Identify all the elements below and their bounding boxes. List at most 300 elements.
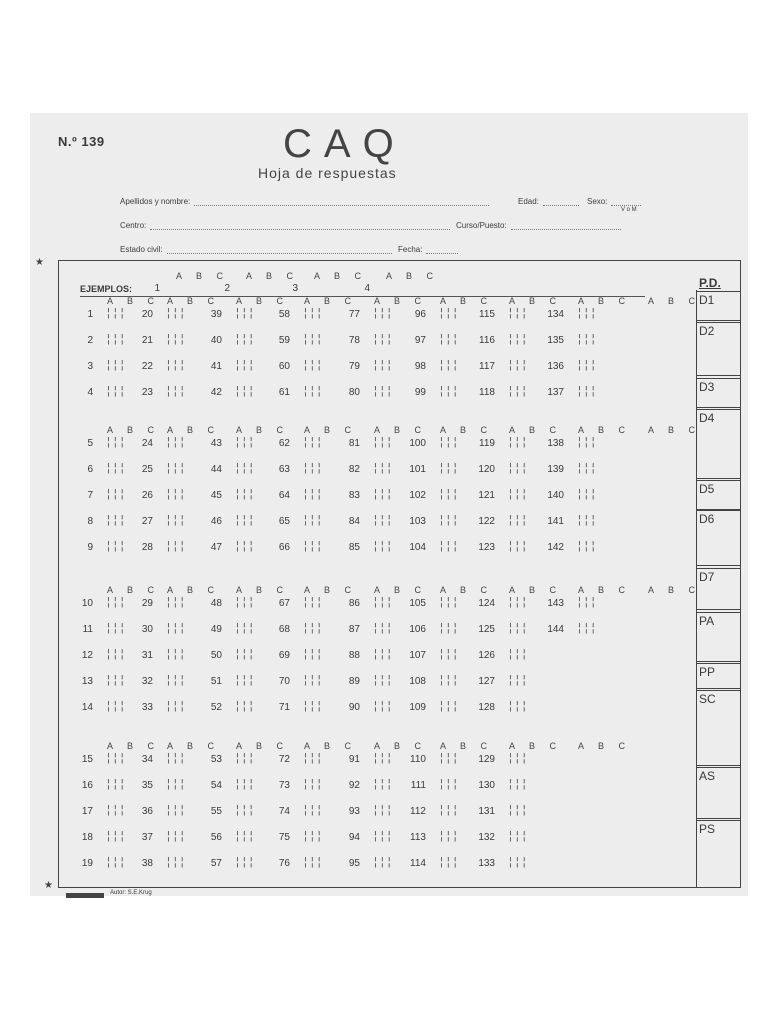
question-number: 64	[278, 490, 290, 501]
question-number: 24	[141, 438, 153, 449]
question-number: 130	[478, 780, 495, 791]
answer-bubbles[interactable]: ¦¦¦	[167, 622, 188, 634]
question-number: 95	[348, 858, 360, 869]
answer-bubbles[interactable]: ¦¦¦	[107, 540, 128, 552]
question-number: 73	[278, 780, 290, 791]
option-letters: A B C	[578, 585, 632, 595]
question-number: 137	[547, 387, 564, 398]
question-number: 90	[348, 702, 360, 713]
answer-bubbles[interactable]: ¦¦¦	[578, 307, 599, 319]
question-number: 79	[348, 361, 360, 372]
answer-bubbles[interactable]: ¦¦¦	[374, 622, 395, 634]
answer-bubbles[interactable]: ¦¦¦	[167, 752, 188, 764]
answer-bubbles[interactable]: ¦¦¦	[107, 830, 128, 842]
pd-cell-d7[interactable]: D7	[696, 568, 740, 610]
answer-bubbles[interactable]: ¦¦¦	[304, 436, 325, 448]
answer-bubbles[interactable]: ¦¦¦	[440, 540, 461, 552]
answer-bubbles[interactable]: ¦¦¦	[374, 830, 395, 842]
answer-bubbles[interactable]: ¦¦¦	[578, 385, 599, 397]
answer-bubbles[interactable]: ¦¦¦	[304, 648, 325, 660]
pd-cell-pa[interactable]: PA	[696, 612, 740, 662]
answer-bubbles[interactable]: ¦¦¦	[167, 307, 188, 319]
answer-bubbles[interactable]: ¦¦¦	[236, 596, 257, 608]
sex-label: Sexo:	[587, 197, 608, 206]
option-letters: A B C	[236, 425, 290, 435]
question-number: 70	[278, 676, 290, 687]
example-option-letters: A B C	[314, 271, 368, 281]
date-line	[426, 247, 458, 254]
question-number: 108	[409, 676, 426, 687]
answer-bubbles[interactable]: ¦¦¦	[509, 385, 530, 397]
answer-bubbles[interactable]: ¦¦¦	[509, 307, 530, 319]
question-number: 97	[414, 335, 426, 346]
answer-bubbles[interactable]: ¦¦¦	[578, 436, 599, 448]
answer-bubbles[interactable]: ¦¦¦	[578, 359, 599, 371]
answer-bubbles[interactable]: ¦¦¦	[374, 778, 395, 790]
answer-bubbles[interactable]: ¦¦¦	[509, 856, 530, 868]
answer-bubbles[interactable]: ¦¦¦	[304, 596, 325, 608]
question-number: 57	[210, 858, 222, 869]
center-line	[150, 223, 450, 230]
answer-bubbles[interactable]: ¦¦¦	[167, 648, 188, 660]
pd-cell-d5[interactable]: D5	[696, 480, 740, 510]
option-letters: A B C	[374, 585, 428, 595]
answer-bubbles[interactable]: ¦¦¦	[374, 333, 395, 345]
question-number: 47	[210, 542, 222, 553]
question-number: 83	[348, 490, 360, 501]
question-number: 141	[547, 516, 564, 527]
question-number: 65	[278, 516, 290, 527]
option-letters: A B C	[304, 296, 358, 306]
question-number: 26	[141, 490, 153, 501]
answer-bubbles[interactable]: ¦¦¦	[374, 307, 395, 319]
question-number: 134	[547, 309, 564, 320]
question-number: 58	[278, 309, 290, 320]
question-number: 8	[87, 516, 93, 527]
question-number: 80	[348, 387, 360, 398]
date-field[interactable]	[398, 245, 458, 254]
question-number: 39	[210, 309, 222, 320]
sheet-subtitle: Hoja de respuestas	[258, 165, 397, 181]
question-number: 49	[210, 624, 222, 635]
answer-bubbles[interactable]: ¦¦¦	[304, 333, 325, 345]
question-number: 54	[210, 780, 222, 791]
answer-bubbles[interactable]: ¦¦¦	[107, 333, 128, 345]
question-number: 91	[348, 754, 360, 765]
answer-bubbles[interactable]: ¦¦¦	[440, 385, 461, 397]
answer-bubbles[interactable]: ¦¦¦	[304, 540, 325, 552]
answer-bubbles[interactable]: ¦¦¦	[374, 488, 395, 500]
answer-bubbles[interactable]: ¦¦¦	[374, 462, 395, 474]
answer-bubbles[interactable]: ¦¦¦	[236, 462, 257, 474]
course-field[interactable]	[456, 221, 621, 230]
answer-bubbles[interactable]: ¦¦¦	[107, 436, 128, 448]
answer-bubbles[interactable]: ¦¦¦	[107, 488, 128, 500]
answer-bubbles[interactable]: ¦¦¦	[236, 385, 257, 397]
answer-bubbles[interactable]: ¦¦¦	[440, 596, 461, 608]
question-number: 81	[348, 438, 360, 449]
question-number: 139	[547, 464, 564, 475]
answer-bubbles[interactable]: ¦¦¦	[440, 752, 461, 764]
question-number: 61	[278, 387, 290, 398]
answer-bubbles[interactable]: ¦¦¦	[304, 622, 325, 634]
question-number: 114	[410, 858, 426, 869]
answer-bubbles[interactable]: ¦¦¦	[304, 778, 325, 790]
answer-bubbles[interactable]: ¦¦¦	[374, 804, 395, 816]
question-number: 15	[81, 754, 93, 765]
option-letters: A B C	[509, 741, 563, 751]
question-number: 42	[210, 387, 222, 398]
answer-bubbles[interactable]: ¦¦¦	[107, 674, 128, 686]
question-number: 87	[348, 624, 360, 635]
pd-cell-pp[interactable]: PP	[696, 663, 740, 689]
answer-bubbles[interactable]: ¦¦¦	[509, 359, 530, 371]
answer-grid	[58, 260, 741, 888]
answer-bubbles[interactable]: ¦¦¦	[107, 359, 128, 371]
question-number: 28	[141, 542, 153, 553]
answer-bubbles[interactable]: ¦¦¦	[509, 596, 530, 608]
answer-bubbles[interactable]: ¦¦¦	[578, 462, 599, 474]
answer-bubbles[interactable]: ¦¦¦	[107, 385, 128, 397]
pd-title: P.D.	[699, 276, 721, 290]
question-number: 16	[81, 780, 93, 791]
question-number: 67	[278, 598, 290, 609]
question-number: 36	[141, 806, 153, 817]
answer-bubbles[interactable]: ¦¦¦	[236, 307, 257, 319]
answer-bubbles[interactable]: ¦¦¦	[374, 648, 395, 660]
question-number: 143	[547, 598, 564, 609]
answer-bubbles[interactable]: ¦¦¦	[304, 752, 325, 764]
question-number: 56	[210, 832, 222, 843]
question-number: 46	[210, 516, 222, 527]
option-letters: A B C	[509, 425, 563, 435]
question-number: 69	[278, 650, 290, 661]
answer-bubbles[interactable]: ¦¦¦	[440, 700, 461, 712]
question-number: 34	[141, 754, 153, 765]
option-letters: A B C	[304, 741, 358, 751]
answer-bubbles[interactable]: ¦¦¦	[167, 488, 188, 500]
question-number: 110	[410, 754, 426, 765]
question-number: 71	[278, 702, 290, 713]
answer-bubbles[interactable]: ¦¦¦	[509, 540, 530, 552]
option-letters: A B C	[167, 741, 221, 751]
option-letters: A B C	[648, 296, 702, 306]
question-number: 48	[210, 598, 222, 609]
question-number: 59	[278, 335, 290, 346]
star-mark-bottom: ★	[44, 880, 53, 891]
question-number: 105	[409, 598, 426, 609]
answer-bubbles[interactable]: ¦¦¦	[167, 778, 188, 790]
sex-options: V o M	[621, 207, 637, 213]
answer-bubbles[interactable]: ¦¦¦	[236, 488, 257, 500]
answer-bubbles[interactable]: ¦¦¦	[509, 462, 530, 474]
option-letters: A B C	[440, 296, 494, 306]
answer-bubbles[interactable]: ¦¦¦	[374, 596, 395, 608]
answer-bubbles[interactable]: ¦¦¦	[578, 333, 599, 345]
question-number: 131	[478, 806, 495, 817]
answer-bubbles[interactable]: ¦¦¦	[440, 778, 461, 790]
pd-cell-d2[interactable]: D2	[696, 322, 740, 376]
example-number: 4	[364, 283, 370, 294]
answer-bubbles[interactable]: ¦¦¦	[509, 830, 530, 842]
question-number: 109	[409, 702, 426, 713]
answer-bubbles[interactable]: ¦¦¦	[578, 488, 599, 500]
answer-bubbles[interactable]: ¦¦¦	[440, 307, 461, 319]
question-number: 84	[348, 516, 360, 527]
answer-bubbles[interactable]: ¦¦¦	[236, 514, 257, 526]
answer-bubbles[interactable]: ¦¦¦	[236, 804, 257, 816]
answer-bubbles[interactable]: ¦¦¦	[509, 648, 530, 660]
answer-bubbles[interactable]: ¦¦¦	[509, 674, 530, 686]
civil-label: Estado civil:	[120, 245, 163, 254]
question-number: 33	[141, 702, 153, 713]
question-number: 92	[348, 780, 360, 791]
option-letters: A B C	[167, 296, 221, 306]
answer-bubbles[interactable]: ¦¦¦	[304, 700, 325, 712]
question-number: 140	[547, 490, 564, 501]
question-number: 129	[478, 754, 495, 765]
name-line	[194, 199, 489, 206]
answer-bubbles[interactable]: ¦¦¦	[578, 622, 599, 634]
option-letters: A B C	[304, 425, 358, 435]
answer-bubbles[interactable]: ¦¦¦	[374, 385, 395, 397]
question-number: 124	[478, 598, 495, 609]
question-number: 4	[87, 387, 93, 398]
answer-bubbles[interactable]: ¦¦¦	[509, 488, 530, 500]
answer-bubbles[interactable]: ¦¦¦	[304, 804, 325, 816]
answer-bubbles[interactable]: ¦¦¦	[440, 514, 461, 526]
question-number: 14	[81, 702, 93, 713]
answer-bubbles[interactable]: ¦¦¦	[107, 514, 128, 526]
answer-bubbles[interactable]: ¦¦¦	[440, 359, 461, 371]
answer-bubbles[interactable]: ¦¦¦	[107, 307, 128, 319]
answer-bubbles[interactable]: ¦¦¦	[107, 622, 128, 634]
answer-bubbles[interactable]: ¦¦¦	[107, 804, 128, 816]
answer-bubbles[interactable]: ¦¦¦	[107, 752, 128, 764]
question-number: 132	[478, 832, 495, 843]
question-number: 118	[479, 387, 495, 398]
question-number: 63	[278, 464, 290, 475]
question-number: 62	[278, 438, 290, 449]
publisher-logo	[66, 893, 104, 898]
answer-bubbles[interactable]: ¦¦¦	[440, 648, 461, 660]
answer-bubbles[interactable]: ¦¦¦	[374, 540, 395, 552]
option-letters: A B C	[167, 585, 221, 595]
example-option-letters: A B C	[176, 271, 230, 281]
answer-bubbles[interactable]: ¦¦¦	[440, 488, 461, 500]
option-letters: A B C	[236, 296, 290, 306]
question-number: 98	[414, 361, 426, 372]
question-number: 101	[409, 464, 426, 475]
answer-bubbles[interactable]: ¦¦¦	[509, 333, 530, 345]
answer-bubbles[interactable]: ¦¦¦	[236, 648, 257, 660]
option-letters: A B C	[107, 425, 161, 435]
answer-bubbles[interactable]: ¦¦¦	[440, 462, 461, 474]
answer-bubbles[interactable]: ¦¦¦	[236, 436, 257, 448]
age-field[interactable]	[518, 197, 579, 206]
answer-bubbles[interactable]: ¦¦¦	[236, 856, 257, 868]
example-number: 1	[154, 283, 160, 294]
question-number: 115	[479, 309, 495, 320]
answer-bubbles[interactable]: ¦¦¦	[440, 436, 461, 448]
question-number: 121	[478, 490, 495, 501]
pd-cell-d6[interactable]: D6	[696, 510, 740, 566]
answer-bubbles[interactable]: ¦¦¦	[374, 359, 395, 371]
question-number: 3	[87, 361, 93, 372]
answer-bubbles[interactable]: ¦¦¦	[374, 700, 395, 712]
answer-bubbles[interactable]: ¦¦¦	[304, 488, 325, 500]
question-number: 125	[478, 624, 495, 635]
answer-bubbles[interactable]: ¦¦¦	[167, 830, 188, 842]
question-number: 96	[414, 309, 426, 320]
answer-bubbles[interactable]: ¦¦¦	[304, 514, 325, 526]
answer-bubbles[interactable]: ¦¦¦	[440, 333, 461, 345]
answer-bubbles[interactable]: ¦¦¦	[107, 856, 128, 868]
sex-field[interactable]	[587, 197, 641, 206]
question-number: 106	[409, 624, 426, 635]
question-number: 76	[278, 858, 290, 869]
pd-cell-sc[interactable]: SC	[696, 690, 740, 766]
option-letters: A B C	[440, 741, 494, 751]
answer-bubbles[interactable]: ¦¦¦	[236, 674, 257, 686]
answer-bubbles[interactable]: ¦¦¦	[236, 540, 257, 552]
answer-bubbles[interactable]: ¦¦¦	[440, 804, 461, 816]
answer-bubbles[interactable]: ¦¦¦	[107, 648, 128, 660]
pd-cell-d4[interactable]: D4	[696, 409, 740, 479]
answer-bubbles[interactable]: ¦¦¦	[509, 700, 530, 712]
answer-bubbles[interactable]: ¦¦¦	[578, 596, 599, 608]
answer-bubbles[interactable]: ¦¦¦	[304, 856, 325, 868]
question-number: 13	[81, 676, 93, 687]
name-field[interactable]	[120, 197, 489, 206]
date-label: Fecha:	[398, 245, 423, 254]
answer-bubbles[interactable]: ¦¦¦	[374, 436, 395, 448]
answer-bubbles[interactable]: ¦¦¦	[304, 359, 325, 371]
question-number: 52	[210, 702, 222, 713]
name-label: Apellidos y nombre:	[120, 197, 191, 206]
answer-bubbles[interactable]: ¦¦¦	[107, 700, 128, 712]
sheet-number: N.º 139	[58, 134, 105, 149]
answer-bubbles[interactable]: ¦¦¦	[440, 830, 461, 842]
answer-bubbles[interactable]: ¦¦¦	[374, 514, 395, 526]
answer-bubbles[interactable]: ¦¦¦	[167, 462, 188, 474]
answer-bubbles[interactable]: ¦¦¦	[167, 385, 188, 397]
answer-bubbles[interactable]: ¦¦¦	[374, 856, 395, 868]
answer-bubbles[interactable]: ¦¦¦	[304, 674, 325, 686]
answer-bubbles[interactable]: ¦¦¦	[167, 359, 188, 371]
question-number: 2	[87, 335, 93, 346]
option-letters: A B C	[107, 296, 161, 306]
answer-bubbles[interactable]: ¦¦¦	[167, 514, 188, 526]
question-number: 88	[348, 650, 360, 661]
pd-cell-ps[interactable]: PS	[696, 820, 740, 888]
option-letters: A B C	[374, 425, 428, 435]
answer-bubbles[interactable]: ¦¦¦	[509, 514, 530, 526]
option-letters: A B C	[236, 741, 290, 751]
question-number: 85	[348, 542, 360, 553]
option-letters: A B C	[578, 741, 632, 751]
question-number: 74	[278, 806, 290, 817]
question-number: 99	[414, 387, 426, 398]
question-number: 93	[348, 806, 360, 817]
pd-cell-as[interactable]: AS	[696, 767, 740, 819]
question-number: 38	[141, 858, 153, 869]
answer-bubbles[interactable]: ¦¦¦	[578, 514, 599, 526]
option-letters: A B C	[236, 585, 290, 595]
question-number: 86	[348, 598, 360, 609]
answer-bubbles[interactable]: ¦¦¦	[107, 778, 128, 790]
answer-bubbles[interactable]: ¦¦¦	[167, 674, 188, 686]
age-line	[543, 199, 579, 206]
answer-bubbles[interactable]: ¦¦¦	[167, 700, 188, 712]
answer-bubbles[interactable]: ¦¦¦	[167, 436, 188, 448]
answer-bubbles[interactable]: ¦¦¦	[107, 462, 128, 474]
answer-bubbles[interactable]: ¦¦¦	[509, 804, 530, 816]
question-number: 25	[141, 464, 153, 475]
question-number: 89	[348, 676, 360, 687]
answer-bubbles[interactable]: ¦¦¦	[440, 622, 461, 634]
answer-bubbles[interactable]: ¦¦¦	[236, 622, 257, 634]
question-number: 123	[478, 542, 495, 553]
answer-bubbles[interactable]: ¦¦¦	[509, 436, 530, 448]
examples-label: EJEMPLOS:	[80, 284, 133, 294]
option-letters: A B C	[509, 296, 563, 306]
answer-bubbles[interactable]: ¦¦¦	[236, 333, 257, 345]
answer-bubbles[interactable]: ¦¦¦	[440, 856, 461, 868]
question-number: 51	[210, 676, 222, 687]
answer-bubbles[interactable]: ¦¦¦	[304, 385, 325, 397]
answer-bubbles[interactable]: ¦¦¦	[236, 778, 257, 790]
question-number: 7	[87, 490, 93, 501]
course-line	[511, 223, 621, 230]
question-number: 50	[210, 650, 222, 661]
question-number: 144	[547, 624, 564, 635]
civil-field[interactable]	[120, 245, 392, 254]
answer-bubbles[interactable]: ¦¦¦	[167, 596, 188, 608]
answer-bubbles[interactable]: ¦¦¦	[304, 462, 325, 474]
answer-bubbles[interactable]: ¦¦¦	[578, 540, 599, 552]
answer-bubbles[interactable]: ¦¦¦	[509, 752, 530, 764]
answer-bubbles[interactable]: ¦¦¦	[304, 830, 325, 842]
answer-bubbles[interactable]: ¦¦¦	[167, 333, 188, 345]
option-letters: A B C	[509, 585, 563, 595]
option-letters: A B C	[107, 585, 161, 595]
answer-bubbles[interactable]: ¦¦¦	[509, 622, 530, 634]
answer-bubbles[interactable]: ¦¦¦	[304, 307, 325, 319]
question-number: 10	[81, 598, 93, 609]
option-letters: A B C	[304, 585, 358, 595]
answer-bubbles[interactable]: ¦¦¦	[236, 752, 257, 764]
answer-bubbles[interactable]: ¦¦¦	[374, 752, 395, 764]
answer-bubbles[interactable]: ¦¦¦	[167, 856, 188, 868]
answer-bubbles[interactable]: ¦¦¦	[236, 700, 257, 712]
question-number: 133	[478, 858, 495, 869]
answer-bubbles[interactable]: ¦¦¦	[509, 778, 530, 790]
answer-bubbles[interactable]: ¦¦¦	[107, 596, 128, 608]
example-option-letters: A B C	[386, 271, 440, 281]
answer-bubbles[interactable]: ¦¦¦	[374, 674, 395, 686]
pd-cell-d3[interactable]: D3	[696, 378, 740, 408]
answer-bubbles[interactable]: ¦¦¦	[236, 359, 257, 371]
answer-bubbles[interactable]: ¦¦¦	[167, 804, 188, 816]
answer-bubbles[interactable]: ¦¦¦	[440, 674, 461, 686]
answer-bubbles[interactable]: ¦¦¦	[236, 830, 257, 842]
answer-bubbles[interactable]: ¦¦¦	[167, 540, 188, 552]
center-field[interactable]	[120, 221, 450, 230]
question-number: 27	[141, 516, 153, 527]
pd-cell-d1[interactable]: D1	[696, 291, 740, 321]
question-number: 82	[348, 464, 360, 475]
